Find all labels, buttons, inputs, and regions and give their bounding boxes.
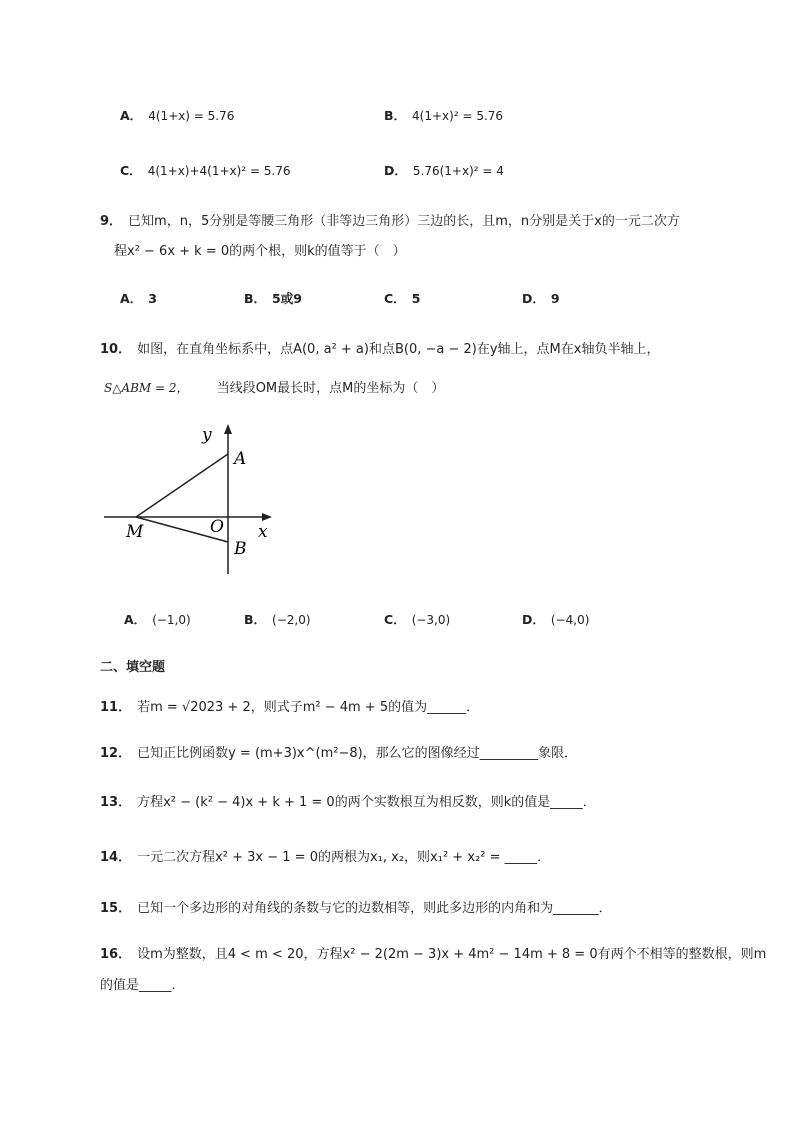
question-number: 11． xyxy=(100,700,132,715)
question-number: 16． xyxy=(100,947,132,962)
option-expr: 4(1+x)+4(1+x)² = 5.76 xyxy=(147,164,291,178)
option-label: A． xyxy=(120,108,143,123)
q10-option-b[interactable] xyxy=(244,610,311,630)
q9-option-b[interactable] xyxy=(244,289,308,309)
q10-option-a[interactable] xyxy=(124,610,191,630)
q9-option-c[interactable] xyxy=(384,289,426,309)
q14-text: 一元二次方程x² + 3x − 1 = 0的两根为x₁, x₂，则x₁² + x₂² = _____． xyxy=(137,850,551,865)
label-a: A xyxy=(234,449,247,469)
segment-ma xyxy=(136,454,228,517)
label-b: B xyxy=(234,539,247,559)
q8-option-b[interactable] xyxy=(384,106,503,126)
q11-text: 若m = √2023 + 2，则式子m² − 4m + 5的值为______． xyxy=(137,700,480,715)
question-number: 12． xyxy=(100,746,132,761)
option-label: B． xyxy=(244,291,267,306)
q10-option-d[interactable] xyxy=(522,610,589,630)
q9-option-d[interactable] xyxy=(522,289,566,309)
option-label: C． xyxy=(384,612,406,627)
option-value: 5 xyxy=(411,291,421,306)
q10-option-c[interactable] xyxy=(384,610,450,630)
q16-line2: 的值是_____． xyxy=(100,978,185,993)
option-value: (−2,0) xyxy=(272,613,311,627)
q11 xyxy=(100,698,479,718)
q8-option-a[interactable] xyxy=(120,106,234,126)
option-label: B． xyxy=(384,108,407,123)
q16-text: 设m为整数，且4 < m < 20，方程x² − 2(2m − 3)x + 4m² − 14m + 8 = 0有两个不相等的整数根，则m xyxy=(137,947,767,962)
q12 xyxy=(100,744,577,764)
q16-line1 xyxy=(100,945,766,965)
x-axis-arrow xyxy=(262,513,272,521)
label-y: y xyxy=(202,425,212,445)
q10-text-2: 当线段OM最长时，点M的坐标为（ ） xyxy=(216,381,445,396)
q10-stem-line1 xyxy=(100,340,659,360)
option-label: C． xyxy=(384,291,406,306)
label-m: M xyxy=(126,522,144,542)
section-title: 二、填空题 xyxy=(100,660,166,675)
question-number: 15． xyxy=(100,901,132,916)
option-label: A． xyxy=(120,291,143,306)
option-label: D． xyxy=(522,291,545,306)
option-value: 9 xyxy=(550,291,560,306)
question-number: 10． xyxy=(100,342,132,357)
q14 xyxy=(100,848,550,868)
option-value: 5或9 xyxy=(272,291,302,306)
q13-text: 方程x² − (k² − 4)x + k + 1 = 0的两个实数根互为相反数，则k的值是_____． xyxy=(137,795,596,810)
question-number: 9． xyxy=(100,214,123,229)
option-expr: 5.76(1+x)² = 4 xyxy=(412,164,504,178)
q15-text: 已知一个多边形的对角线的条数与它的边数相等，则此多边形的内角和为_______． xyxy=(137,901,612,916)
q10-stem-line2 xyxy=(104,378,444,399)
option-expr: 4(1+x) = 5.76 xyxy=(148,109,235,123)
q9-text: 已知m，n，5分别是等腰三角形（非等边三角形）三边的长，且m，n分别是关于x的一元二次方 xyxy=(128,214,680,229)
area-expression: S△ABM = 2， xyxy=(104,381,189,395)
q9-stem-line2: 程x² − 6x + k = 0的两个根，则k的值等于（ ） xyxy=(114,244,406,259)
option-label: B． xyxy=(244,612,267,627)
option-label: D． xyxy=(522,612,545,627)
option-label: A． xyxy=(124,612,147,627)
option-value: (−4,0) xyxy=(550,613,590,627)
q9-option-a[interactable] xyxy=(120,289,163,309)
option-value: 3 xyxy=(148,291,157,306)
q8-option-d[interactable] xyxy=(384,161,504,181)
q15 xyxy=(100,899,612,919)
y-axis-arrow xyxy=(224,424,232,434)
option-expr: 4(1+x)² = 5.76 xyxy=(412,109,504,123)
q10-text: 如图，在直角坐标系中，点A(0, a² + a)和点B(0, −a − 2)在y轴上，点M在x轴负半轴上， xyxy=(137,342,660,357)
option-label: C． xyxy=(120,163,142,178)
q9-stem-line1 xyxy=(100,212,680,232)
q13 xyxy=(100,793,596,813)
q12-text: 已知正比例函数y = (m+3)x^(m²−8)，那么它的图像经过_________象限． xyxy=(137,746,578,761)
option-value: (−3,0) xyxy=(411,613,451,627)
q8-option-c[interactable] xyxy=(120,161,291,181)
q10-coordinate-figure xyxy=(100,420,290,580)
question-number: 14． xyxy=(100,850,132,865)
option-label: D． xyxy=(384,163,407,178)
option-value: (−1,0) xyxy=(152,613,191,627)
question-number: 13． xyxy=(100,795,132,810)
label-o: O xyxy=(210,517,224,537)
label-x: x xyxy=(258,522,268,542)
